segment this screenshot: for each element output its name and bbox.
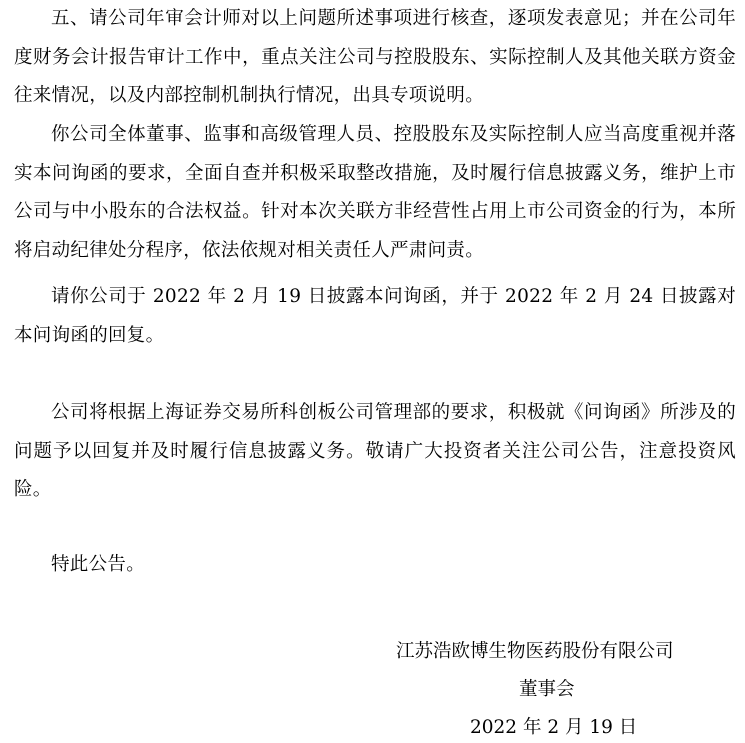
paragraph-closing: 特此公告。: [51, 554, 146, 575]
paragraph-disclosure-dates: 请你公司于 2022 年 2 月 19 日披露本问询函，并于 2022 年 2 月 24 日披露对本问询函的回复。: [14, 286, 736, 346]
paragraph-audit-verification: 五、请公司年审会计师对以上问题所述事项进行核查，逐项发表意见；并在公司年度财务会计报告审计工作中，重点关注公司与控股股东、实际控制人及其他关联方资金往来情况，以及内部控制机制执行情况，出具专项说明。: [14, 8, 736, 106]
signature-date: 2022 年 2 月 19 日: [470, 717, 638, 738]
paragraph-rectification-requirements: 你公司全体董事、监事和高级管理人员、控股股东及实际控制人应当高度重视并落实本问询函的要求，全面自查并积极采取整改措施，及时履行信息披露义务，维护上市公司与中小股东的合法权益。针对本次关联方非经营性占用上市公司资金的行为，本所将启动纪律处分程序，依法依规对相关责任人严肃问责。: [14, 124, 736, 261]
signature-company-name: 江苏浩欧博生物医药股份有限公司: [396, 641, 674, 662]
signature-board: 董事会: [519, 679, 575, 700]
paragraph-company-response: 公司将根据上海证券交易所科创板公司管理部的要求，积极就《问询函》所涉及的问题予以回复并及时履行信息披露义务。敬请广大投资者关注公司公告，注意投资风险。: [14, 402, 736, 500]
